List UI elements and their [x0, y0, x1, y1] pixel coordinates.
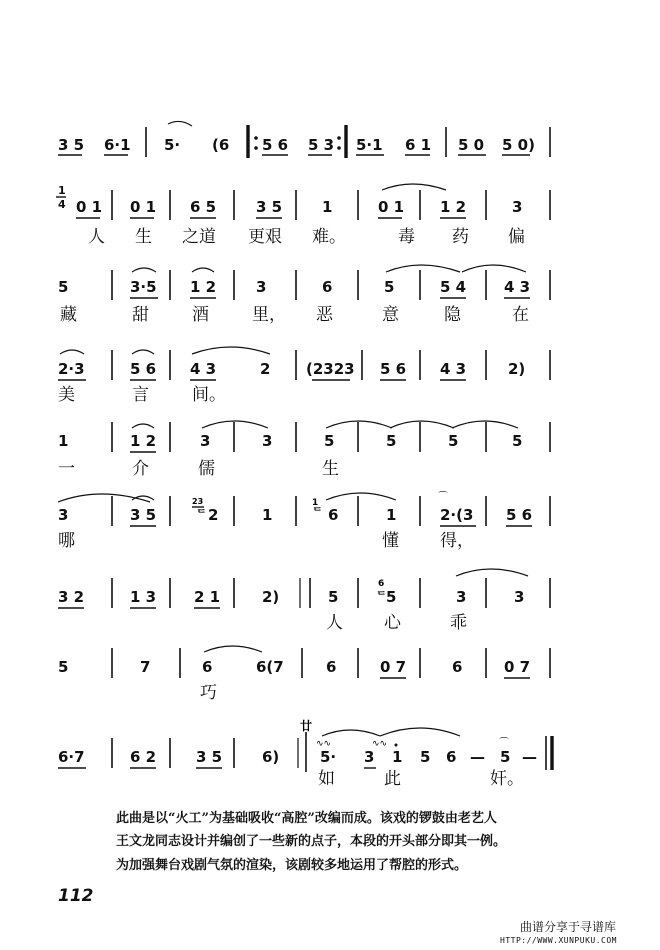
grace-notes: 23	[192, 497, 204, 506]
note-group: 3 5	[130, 506, 157, 524]
lyric: 间。	[192, 385, 226, 405]
staff-row-6	[58, 491, 550, 551]
note-group: 5	[448, 432, 459, 450]
lyric: 儒	[198, 459, 215, 479]
lyric: 哪	[58, 531, 75, 551]
lyric: 心	[384, 613, 401, 633]
note-group: 6	[446, 748, 457, 766]
note-group: 2	[208, 506, 219, 524]
note-group: 6 1	[405, 136, 432, 154]
lyric: 生	[135, 227, 152, 247]
note-group: 5·	[164, 136, 181, 154]
note-group: 3 5	[196, 748, 223, 766]
note-group: 7	[140, 658, 151, 676]
note-group: 5 0)	[502, 136, 535, 154]
note-group: 1 3	[130, 588, 157, 606]
note-group: 0 1	[76, 198, 103, 216]
note-group: 6(7	[256, 658, 284, 676]
note-group: 2·3	[58, 360, 85, 378]
note-group: 6	[452, 658, 463, 676]
note-group: 3	[456, 588, 467, 606]
note-group: 5 3	[308, 136, 335, 154]
lyric: 在	[512, 305, 529, 325]
note-group: 0 7	[380, 658, 407, 676]
lyric: 难。	[312, 227, 346, 247]
lyric: 更艰	[248, 227, 282, 247]
note-group: 5	[384, 278, 395, 296]
staff-row-5	[58, 421, 550, 479]
lyric: 得，	[440, 531, 474, 551]
grace-mark: ᄃ	[312, 506, 323, 519]
note-group: 5 4	[440, 278, 467, 296]
note-group: 2·(3	[440, 506, 474, 524]
lyric: 药	[452, 227, 469, 247]
lyric: 酒	[192, 305, 209, 325]
staff-row-7	[58, 569, 550, 633]
lyric: 人	[326, 613, 343, 633]
lyric: 甜	[132, 305, 149, 325]
note-group: 5	[328, 588, 339, 606]
grace-notes: 6	[378, 579, 385, 589]
note-group: 3·5	[130, 278, 157, 296]
note-group: 3	[262, 432, 273, 450]
lyric: 如	[318, 769, 335, 789]
lyric: 之道	[182, 227, 216, 247]
note-group: 5	[386, 588, 397, 606]
time-signature-bottom: 4	[58, 198, 66, 211]
note-group: 3	[256, 278, 267, 296]
note-group: 3	[514, 588, 525, 606]
lyric: 奸。	[490, 769, 524, 789]
note-group: 6·1	[104, 136, 131, 154]
staff-row-3	[58, 265, 550, 325]
note-group: 3	[58, 506, 69, 524]
note-group: 6 2	[130, 748, 157, 766]
grace-mark: ᄃ	[196, 508, 207, 521]
note-group: 5 6	[262, 136, 289, 154]
note-group: 3	[512, 198, 523, 216]
note-group: 4 3	[440, 360, 467, 378]
note-group: 5·1	[356, 136, 383, 154]
lyric: 人	[88, 227, 105, 247]
watermark-title: 曲谱分享于寻谱库	[520, 920, 617, 934]
staff-row-1	[58, 121, 550, 158]
note-group: 4 3	[504, 278, 531, 296]
lyric: 恶	[316, 305, 333, 325]
lyric: 生	[322, 459, 339, 479]
fermata-icon: ⌒	[499, 738, 509, 749]
grace-mark: ᄃ	[376, 590, 387, 603]
note-group: —	[470, 748, 485, 766]
note-group: 1	[322, 198, 333, 216]
note-group: 2 1	[194, 588, 221, 606]
free-meter-mark: 廿	[300, 719, 313, 733]
note-group: 3	[200, 432, 211, 450]
note-group: 3 5	[58, 136, 85, 154]
note-group: 0 7	[504, 658, 531, 676]
lyric: 此	[384, 769, 401, 789]
lyric: 意	[382, 305, 399, 325]
lyric: 藏	[60, 305, 77, 325]
lyric: 懂	[382, 531, 399, 551]
note-group: 5 6	[130, 360, 157, 378]
note-group: 6	[328, 506, 339, 524]
lyric: 巧	[200, 683, 217, 703]
note-group: 1	[58, 432, 69, 450]
note-group: 2)	[262, 588, 280, 606]
note-group: 2	[260, 360, 271, 378]
grace-notes: 1	[312, 498, 319, 508]
note-group: 5·	[320, 748, 337, 766]
lyric: 偏	[508, 227, 525, 247]
note-group: 1 2	[190, 278, 217, 296]
watermark-url: HTTP://WWW.XUNPUKU.COM	[500, 936, 617, 945]
footnote-line: 此曲是以“火工”为基础吸收“高腔”改编而成。该戏的锣鼓由老艺人	[116, 811, 497, 826]
note-group: 3 2	[58, 588, 85, 606]
lyric: 里，	[252, 305, 286, 325]
lyric: 言	[132, 385, 149, 405]
note-group: 5	[58, 658, 69, 676]
lyric: 美	[58, 385, 75, 405]
note-group: 5	[500, 748, 511, 766]
trill-icon: ∿∿	[316, 739, 332, 749]
note-group: (2323	[306, 360, 355, 378]
note-group: —	[522, 748, 537, 766]
note-group: 5 0	[458, 136, 485, 154]
trill-icon: ∿∿	[372, 739, 388, 749]
lyric: 介	[132, 459, 149, 479]
note-group: 1	[262, 506, 273, 524]
time-signature-top: 1	[58, 184, 66, 197]
note-group: 6	[202, 658, 213, 676]
note-group: 5	[512, 432, 523, 450]
note-group: 6)	[262, 748, 280, 766]
note-group: 3	[364, 748, 375, 766]
note-group: 0 1	[130, 198, 157, 216]
note-group: 1 2	[130, 432, 157, 450]
note-group: 6·7	[58, 748, 85, 766]
note-group: 5	[386, 432, 397, 450]
note-group: 0 1	[378, 198, 405, 216]
fermata-icon: ⌒	[438, 492, 448, 503]
lyric: 乖	[450, 613, 467, 633]
staff-row-2	[56, 184, 550, 247]
staff-row-9	[58, 718, 552, 789]
note-group: 6	[326, 658, 337, 676]
lyric: 隐	[444, 305, 461, 325]
note-group: 5	[324, 432, 335, 450]
note-group: 3 5	[256, 198, 283, 216]
note-group: 1	[392, 748, 403, 766]
note-group: 1	[386, 506, 397, 524]
note-group: 6 5	[190, 198, 217, 216]
note-group: 5	[58, 278, 69, 296]
page-number: 112	[58, 886, 94, 906]
note-group: 4 3	[190, 360, 217, 378]
staff-row-4	[58, 347, 550, 405]
staff-row-8	[58, 646, 550, 703]
note-group: 5 6	[506, 506, 533, 524]
note-group: 1 2	[440, 198, 467, 216]
footnote-line: 为加强舞台戏剧气氛的渲染，该剧较多地运用了帮腔的形式。	[116, 858, 468, 873]
note-group: 2)	[508, 360, 526, 378]
footnote-line: 王文龙同志设计并编创了一些新的点子，本段的开头部分即其一例。	[116, 834, 507, 849]
note-group: (6	[212, 136, 230, 154]
lyric: 毒	[398, 227, 415, 247]
note-group: 5	[420, 748, 431, 766]
note-group: 6	[322, 278, 333, 296]
lyric: 一	[58, 459, 75, 479]
note-group: 5 6	[380, 360, 407, 378]
